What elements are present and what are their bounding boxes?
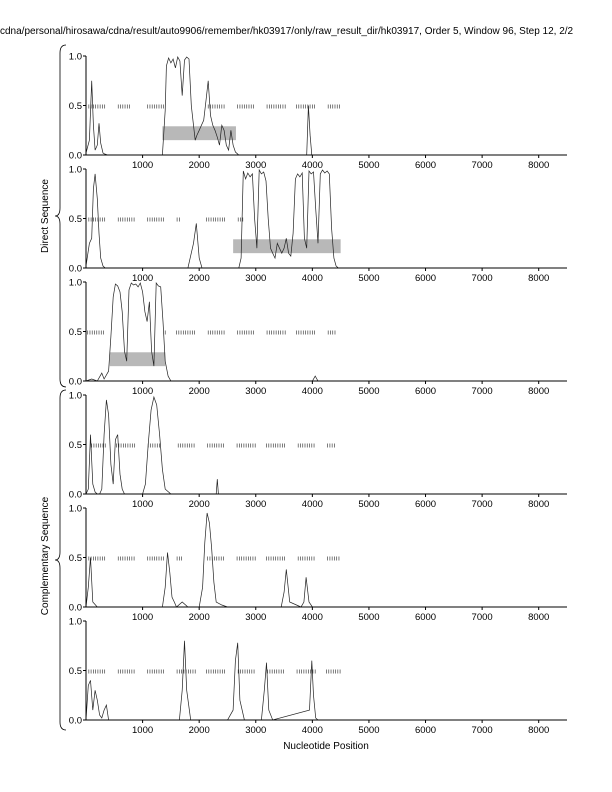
series-line [86, 513, 567, 607]
x-tick-label: 4000 [301, 273, 323, 284]
figure-title: cdna/personal/hirosawa/cdna/result/auto9906/remember/hk03917/only/raw_result_dir/hk03917, Order 5, Window 96, Step 12, 2/2 [0, 26, 574, 37]
x-tick-label: 2000 [188, 612, 210, 623]
x-tick-label: 6000 [414, 725, 437, 736]
brace-complementary [55, 390, 66, 730]
x-tick-label: 5000 [358, 612, 380, 623]
y-tick-label: 0.0 [68, 376, 82, 388]
x-tick-label: 4000 [301, 386, 323, 397]
x-tick-label: 2000 [188, 499, 210, 510]
score-ticks [89, 556, 339, 560]
series-line [86, 641, 567, 720]
highlight-bar [110, 352, 165, 366]
y-tick-label: 0.5 [68, 214, 82, 225]
x-tick-label: 6000 [414, 612, 437, 623]
x-tick-label: 7000 [471, 386, 493, 397]
x-tick-label: 3000 [245, 499, 267, 510]
x-tick-label: 3000 [245, 725, 267, 736]
series-line [86, 170, 567, 268]
x-tick-label: 2000 [188, 273, 210, 284]
group-braces [55, 45, 66, 730]
x-tick-label: 2000 [188, 160, 210, 171]
x-tick-label: 4000 [301, 725, 323, 736]
panel-5 [69, 504, 567, 624]
x-tick-label: 8000 [528, 386, 550, 397]
x-tick-label: 5000 [358, 160, 380, 171]
x-tick-label: 1000 [132, 725, 154, 736]
x-tick-label: 8000 [528, 160, 550, 171]
panel-1 [69, 52, 567, 172]
x-tick-label: 7000 [471, 160, 493, 171]
y-tick-label: 0.0 [68, 263, 82, 275]
panel-4 [69, 391, 567, 511]
x-tick-label: 1000 [132, 612, 154, 623]
x-tick-label: 3000 [245, 612, 267, 623]
series-line [86, 57, 567, 155]
x-tick-label: 8000 [528, 499, 550, 510]
x-tick-label: 3000 [245, 386, 267, 397]
series-line [86, 283, 567, 381]
x-tick-label: 2000 [188, 725, 210, 736]
score-ticks [89, 669, 340, 673]
y-tick-label: 0.0 [68, 602, 82, 614]
y-tick-label: 1.0 [68, 277, 82, 289]
x-axis-label: Nucleotide Position [283, 741, 369, 752]
x-tick-label: 5000 [358, 499, 380, 510]
score-ticks [89, 104, 340, 108]
x-tick-label: 6000 [414, 273, 437, 284]
score-ticks [88, 330, 335, 334]
y-tick-label: 1.0 [68, 51, 82, 63]
x-tick-label: 4000 [301, 612, 323, 623]
group-label-direct: Direct Sequence [40, 179, 51, 253]
series-line [86, 397, 567, 494]
x-tick-label: 8000 [528, 725, 550, 736]
brace-direct [55, 45, 66, 387]
x-tick-label: 4000 [301, 499, 323, 510]
x-tick-label: 1000 [132, 273, 154, 284]
x-tick-label: 1000 [132, 160, 154, 171]
panel-3 [69, 278, 567, 398]
x-tick-label: 3000 [245, 273, 267, 284]
x-tick-label: 8000 [528, 273, 550, 284]
x-tick-label: 2000 [188, 386, 210, 397]
x-tick-label: 7000 [471, 725, 493, 736]
x-tick-label: 7000 [471, 273, 493, 284]
y-tick-label: 1.0 [68, 503, 82, 515]
x-tick-label: 1000 [132, 499, 154, 510]
x-tick-label: 5000 [358, 725, 380, 736]
panel-6 [69, 617, 567, 737]
x-tick-label: 1000 [132, 386, 154, 397]
group-label-complementary: Complementary Sequence [40, 496, 51, 616]
x-tick-label: 7000 [471, 499, 493, 510]
x-tick-label: 8000 [528, 612, 550, 623]
x-tick-label: 4000 [301, 160, 323, 171]
y-tick-label: 0.5 [68, 327, 82, 338]
x-tick-label: 6000 [414, 386, 437, 397]
y-tick-label: 0.0 [68, 715, 82, 727]
x-tick-label: 5000 [358, 386, 380, 397]
y-tick-label: 0.5 [68, 666, 82, 677]
score-ticks [92, 443, 335, 447]
y-tick-label: 0.0 [68, 489, 82, 501]
x-tick-label: 3000 [245, 160, 267, 171]
y-tick-label: 0.5 [68, 101, 82, 112]
y-tick-label: 0.0 [68, 150, 82, 162]
y-tick-label: 0.5 [68, 440, 82, 451]
x-tick-label: 6000 [414, 499, 437, 510]
y-tick-label: 0.5 [68, 553, 82, 564]
x-tick-label: 7000 [471, 612, 493, 623]
x-tick-label: 6000 [414, 160, 437, 171]
y-tick-label: 1.0 [68, 390, 82, 402]
score-ticks [89, 217, 243, 221]
x-tick-label: 5000 [358, 273, 380, 284]
y-tick-label: 1.0 [68, 164, 82, 176]
y-tick-label: 1.0 [68, 616, 82, 628]
panel-2 [69, 165, 567, 285]
